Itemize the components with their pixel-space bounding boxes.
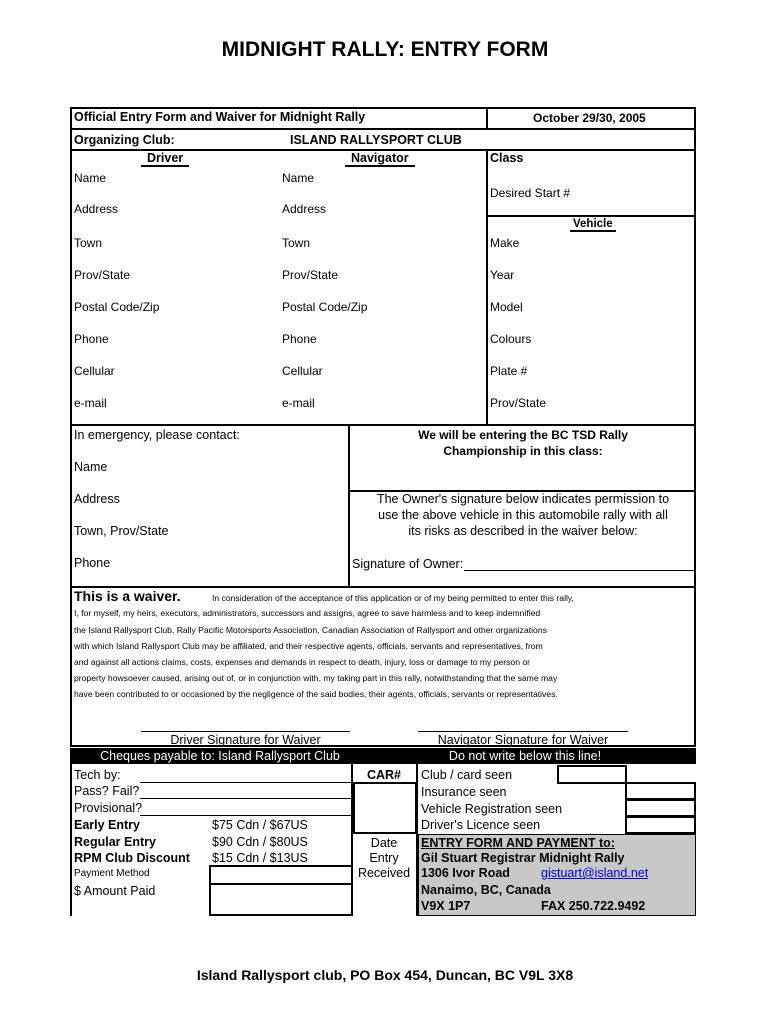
waiver-heading: This is a waiver. (74, 588, 181, 604)
payment-heading: ENTRY FORM AND PAYMENT to: (421, 836, 615, 850)
tech-by-label: Tech by: (74, 768, 121, 782)
navigator-signature-line[interactable] (418, 731, 628, 732)
driver-signature-line[interactable] (141, 731, 350, 732)
organizing-club-label: Organizing Club: (74, 133, 175, 147)
registrar-name: Gil Stuart Registrar Midnight Rally (421, 851, 625, 865)
vehicle-prov-label: Prov/State (490, 396, 547, 410)
waiver-line: the Island Rallysport Club, Rally Pacific Motorsports Association, Canadian Association of Rallysport and other organizations (74, 625, 547, 635)
navigator-postal-label: Postal Code/Zip (282, 300, 368, 314)
car-number-label: CAR# (366, 768, 402, 782)
car-number-box[interactable] (353, 782, 417, 834)
insurance-check[interactable] (625, 782, 696, 800)
owner-text-line3: its risks as described in the waiver below: (408, 524, 638, 538)
early-entry-price: $75 Cdn / $67US (212, 818, 308, 832)
owner-signature-line[interactable] (464, 570, 694, 571)
championship-line1: We will be entering the BC TSD Rally (418, 428, 628, 442)
desired-start-label: Desired Start # (490, 186, 571, 200)
registrar-postal: V9X 1P7 (421, 899, 471, 913)
cheques-payable: Cheques payable to: Island Rallysport Club (100, 749, 340, 763)
registration-check[interactable] (625, 799, 696, 817)
emergency-town-label: Town, Prov/State (74, 524, 169, 538)
driver-address-label: Address (74, 202, 119, 216)
footer-address: Island Rallysport club, PO Box 454, Duncan, BC V9L 3X8 (196, 967, 574, 983)
emergency-heading: In emergency, please contact: (74, 428, 240, 442)
licence-seen-label: Driver's Licence seen (421, 818, 541, 832)
driver-prov-label: Prov/State (74, 268, 131, 282)
vehicle-heading: Vehicle (570, 218, 616, 232)
waiver-line: I, for myself, my heirs, executors, administrators, successors and assigns, agree to save harmless and to keep indemnified (74, 608, 541, 618)
navigator-email-label: e-mail (282, 396, 315, 410)
insurance-seen-label: Insurance seen (421, 785, 507, 799)
driver-postal-label: Postal Code/Zip (74, 300, 160, 314)
organizing-club-name: ISLAND RALLYSPORT CLUB (290, 133, 462, 147)
received-label: Received (357, 866, 411, 880)
emergency-address-label: Address (74, 492, 120, 506)
driver-heading: Driver (141, 151, 189, 167)
provisional-label: Provisional? (74, 801, 143, 815)
page-title: MIDNIGHT RALLY: ENTRY FORM (221, 38, 549, 61)
driver-town-label: Town (74, 236, 103, 250)
registrar-city: Nanaimo, BC, Canada (421, 883, 551, 897)
navigator-town-label: Town (282, 236, 311, 250)
navigator-signature-label: Navigator Signature for Waiver (437, 733, 609, 747)
club-card-check[interactable] (557, 765, 627, 784)
driver-cellular-label: Cellular (74, 364, 115, 378)
navigator-prov-label: Prov/State (282, 268, 339, 282)
amount-paid-label: $ Amount Paid (74, 884, 156, 898)
form-title: Official Entry Form and Waiver for Midnight Rally (74, 110, 366, 124)
payment-method-box[interactable] (209, 865, 353, 885)
vehicle-colours-label: Colours (490, 332, 532, 346)
do-not-write-notice: Do not write below this line! (448, 749, 602, 763)
rpm-discount-price: $15 Cdn / $13US (212, 851, 308, 865)
owner-text-line2: use the above vehicle in this automobile rally with all (378, 508, 668, 522)
navigator-heading: Navigator (345, 151, 415, 167)
entry-label: Entry (369, 851, 399, 865)
vehicle-model-label: Model (490, 300, 523, 314)
registrar-fax: FAX 250.722.9492 (541, 899, 646, 913)
waiver-line: In consideration of the acceptance of this application or of my being permitted to enter this rally, (212, 593, 574, 603)
rpm-discount-label: RPM Club Discount (74, 851, 190, 865)
registrar-email-link[interactable]: gistuart@island.net (541, 866, 649, 880)
pass-fail-label: Pass? Fail? (74, 784, 140, 798)
owner-signature-label: Signature of Owner: (352, 557, 464, 571)
registrar-street: 1306 Ivor Road (421, 866, 510, 880)
date-label: Date (370, 836, 398, 850)
emergency-name-label: Name (74, 460, 108, 474)
registration-seen-label: Vehicle Registration seen (421, 802, 563, 816)
regular-entry-label: Regular Entry (74, 835, 156, 849)
waiver-line: and against all actions claims, costs, expenses and demands in respect to death, injury, loss or damage to my person or (74, 657, 531, 667)
regular-entry-price: $90 Cdn / $80US (212, 835, 308, 849)
early-entry-label: Early Entry (74, 818, 141, 832)
driver-phone-label: Phone (74, 332, 109, 346)
owner-text-line1: The Owner's signature below indicates permission to (376, 492, 670, 506)
navigator-phone-label: Phone (282, 332, 317, 346)
amount-paid-box[interactable] (209, 883, 353, 916)
vehicle-plate-label: Plate # (490, 364, 528, 378)
navigator-cellular-label: Cellular (282, 364, 323, 378)
licence-check[interactable] (625, 816, 696, 834)
payment-method-label: Payment Method (74, 868, 150, 879)
championship-line2: Championship in this class: (443, 444, 603, 458)
vehicle-year-label: Year (490, 268, 515, 282)
driver-email-label: e-mail (74, 396, 107, 410)
navigator-address-label: Address (282, 202, 327, 216)
driver-name-label: Name (74, 171, 107, 185)
waiver-line: property howsoever caused, arising out of, or in conjunction with, my taking part in this rally, notwithstanding that the same may (74, 673, 558, 683)
navigator-name-label: Name (282, 171, 315, 185)
waiver-line: with which Island Rallysport Club may be affiliated, and their respective agents, officials, servants and representatives, from (74, 641, 543, 651)
form-frame (70, 107, 696, 747)
club-card-seen-label: Club / card seen (421, 768, 513, 782)
emergency-phone-label: Phone (74, 556, 111, 570)
event-date: October 29/30, 2005 (533, 111, 646, 125)
class-heading: Class (490, 151, 524, 165)
waiver-line: have been contributed to or occasioned by the negligence of the said bodies, their agents, officials, servants or representatives. (74, 689, 558, 699)
vehicle-make-label: Make (490, 236, 520, 250)
driver-signature-label: Driver Signature for Waiver (170, 733, 321, 747)
